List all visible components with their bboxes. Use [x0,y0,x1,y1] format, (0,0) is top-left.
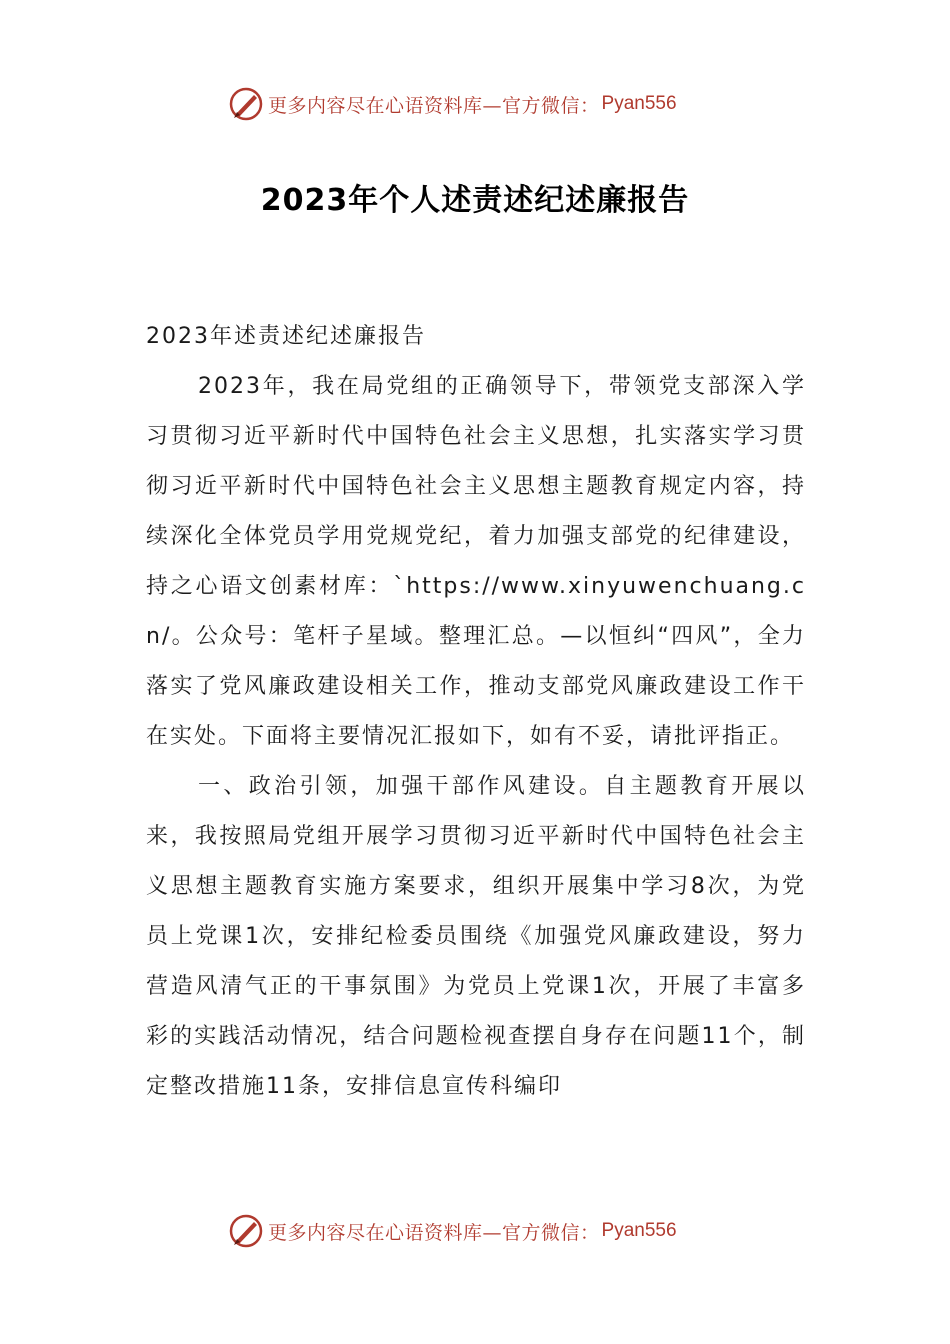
document-title: 2023年个人述责述纪述廉报告 [260,183,690,218]
pen-circle-icon [228,1213,264,1249]
watermark-wechat-id: Pyan556 [601,93,677,114]
watermark-text: 更多内容尽在心语资料库—官方微信： [268,1221,600,1244]
header-watermark [228,84,677,124]
paragraph-1: 2023年，我在局党组的正确领导下，带领党支部深入学习贯彻习近平新时代中国特色社会主义思想，扎实落实学习贯彻习近平新时代中国特色社会主义思想主题教育规定内容，持续深化全体党员学用党规党纪，着力加强支部党的纪律建设，持之心语文创素材库：`https://www.xinyuwenchuang.cn/。公众号：笔杆子星域。整理汇总。—以恒纠“四风”，全力落实了党风廉政建设相关工作，推动支部党风廉政建设工作干在实处。下面将主要情况汇报如下，如有不妥，请批评指正。 [146,374,806,749]
paragraph-2: 一、政治引领，加强干部作风建设。自主题教育开展以来，我按照局党组开展学习贯彻习近平新时代中国特色社会主义思想主题教育实施方案要求，组织开展集中学习8次，为党员上党课1次，安排纪检委员围绕《加强党风廉政建设，努力营造风清气正的干事氛围》为党员上党课1次，开展了丰富多彩的实践活动情况，结合问题检视查摆自身存在问题11个，制定整改措施11条，安排信息宣传科编印 [146,774,806,1099]
watermark-text: 更多内容尽在心语资料库—官方微信： [268,94,600,117]
watermark-wechat-id: Pyan556 [601,1220,677,1241]
document-body [146,312,806,1112]
pen-circle-icon [228,86,264,122]
footer-watermark [228,1211,677,1251]
document-subtitle: 2023年述责述纪述廉报告 [146,324,426,349]
